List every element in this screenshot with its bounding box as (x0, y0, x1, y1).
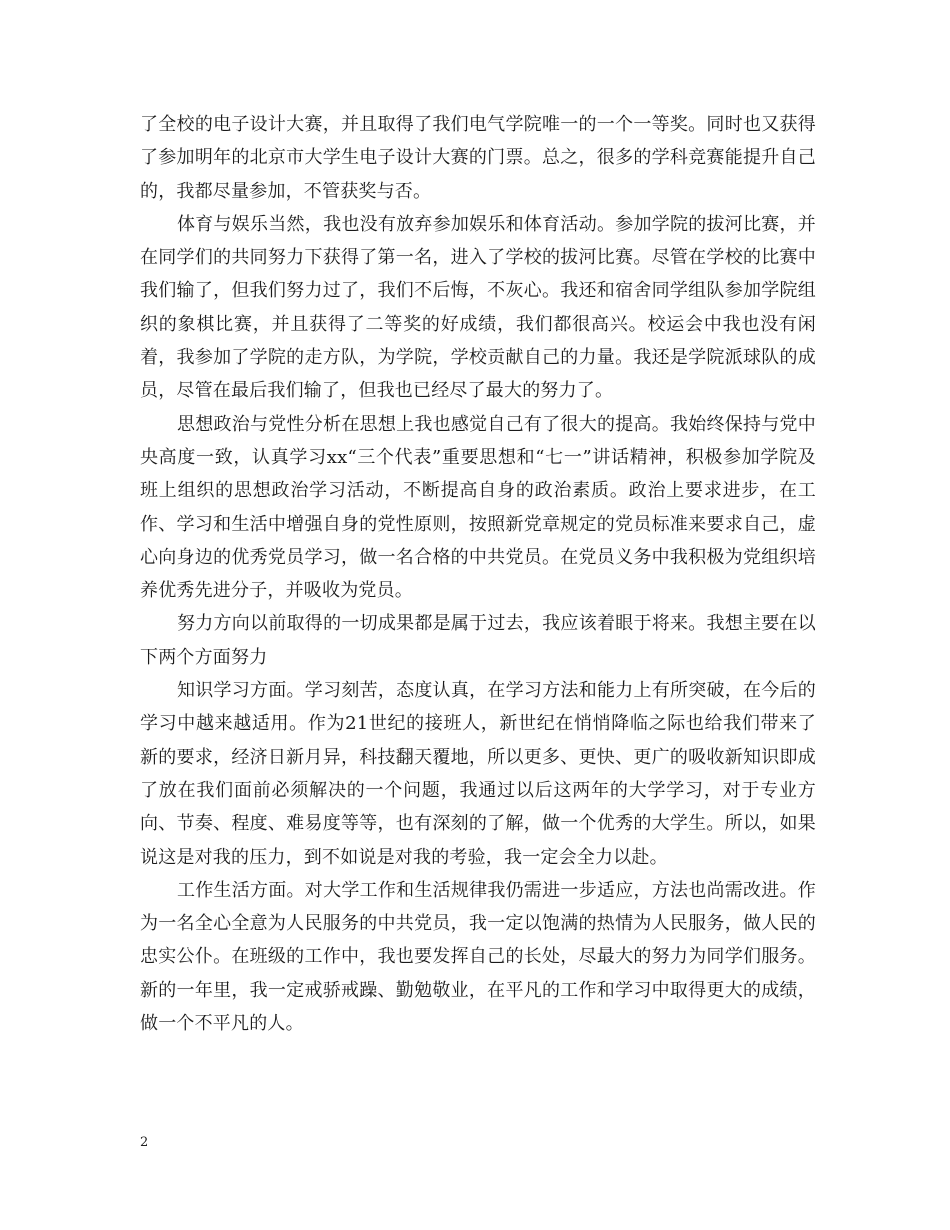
paragraph-political-thought: 思想政治与党性分析在思想上我也感觉自己有了很大的提高。我始终保持与党中央高度一致，认真学习xx“三个代表”重要思想和“七一”讲话精神，积极参加学院及班上组织的思想政治学习活动，不断提高自身的政治素质。政治上要求进步，在工作、学习和生活中增强自身的党性原则，按照新党章规定的党员标准来要求自己，虚心向身边的优秀党员学习，做一名合格的中共党员。在党员义务中我积极为党组织培养优秀先进分子，并吸收为党员。 (140, 413, 816, 602)
document-body (140, 108, 816, 1040)
page-number: 2 (140, 1135, 149, 1150)
paragraph-continuation: 了全校的电子设计大赛，并且取得了我们电气学院唯一的一个一等奖。同时也又获得了参加明年的北京市大学生电子设计大赛的门票。总之，很多的学科竞赛能提升自己的，我都尽量参加，不管获奖与否。 (140, 114, 816, 202)
paragraph-effort-direction: 努力方向以前取得的一切成果都是属于过去，我应该着眼于将来。我想主要在以下两个方面努力 (140, 613, 816, 668)
paragraph-work-life: 工作生活方面。对大学工作和生活规律我仍需进一步适应，方法也尚需改进。作为一名全心全意为人民服务的中共党员，我一定以饱满的热情为人民服务，做人民的忠实公仆。在班级的工作中，我也要发挥自己的长处，尽最大的努力为同学们服务。新的一年里，我一定戒骄戒躁、勤勉敬业，在平凡的工作和学习中取得更大的成绩，做一个不平凡的人。 (140, 879, 816, 1035)
paragraph-sports-entertainment: 体育与娱乐当然，我也没有放弃参加娱乐和体育活动。参加学院的拔河比赛，并在同学们的共同努力下获得了第一名，进入了学校的拔河比赛。尽管在学校的比赛中我们输了，但我们努力过了，我们不后悔，不灰心。我还和宿舍同学组队参加学院组织的象棋比赛，并且获得了二等奖的好成绩，我们都很高兴。校运会中我也没有闲着，我参加了学院的走方队，为学院，学校贡献自己的力量。我还是学院派球队的成员，尽管在最后我们输了，但我也已经尽了最大的努力了。 (140, 213, 816, 402)
paragraph-knowledge-study: 知识学习方面。学习刻苦，态度认真，在学习方法和能力上有所突破，在今后的学习中越来越适用。作为21世纪的接班人，新世纪在悄悄降临之际也给我们带来了新的要求，经济日新月异，科技翻天覆地，所以更多、更快、更广的吸收新知识即成了放在我们面前必须解决的一个问题，我通过以后这两年的大学学习，对于专业方向、节奏、程度、难易度等等，也有深刻的了解，做一个优秀的大学生。所以，如果说这是对我的压力，到不如说是对我的考验，我一定会全力以赴。 (140, 680, 816, 868)
